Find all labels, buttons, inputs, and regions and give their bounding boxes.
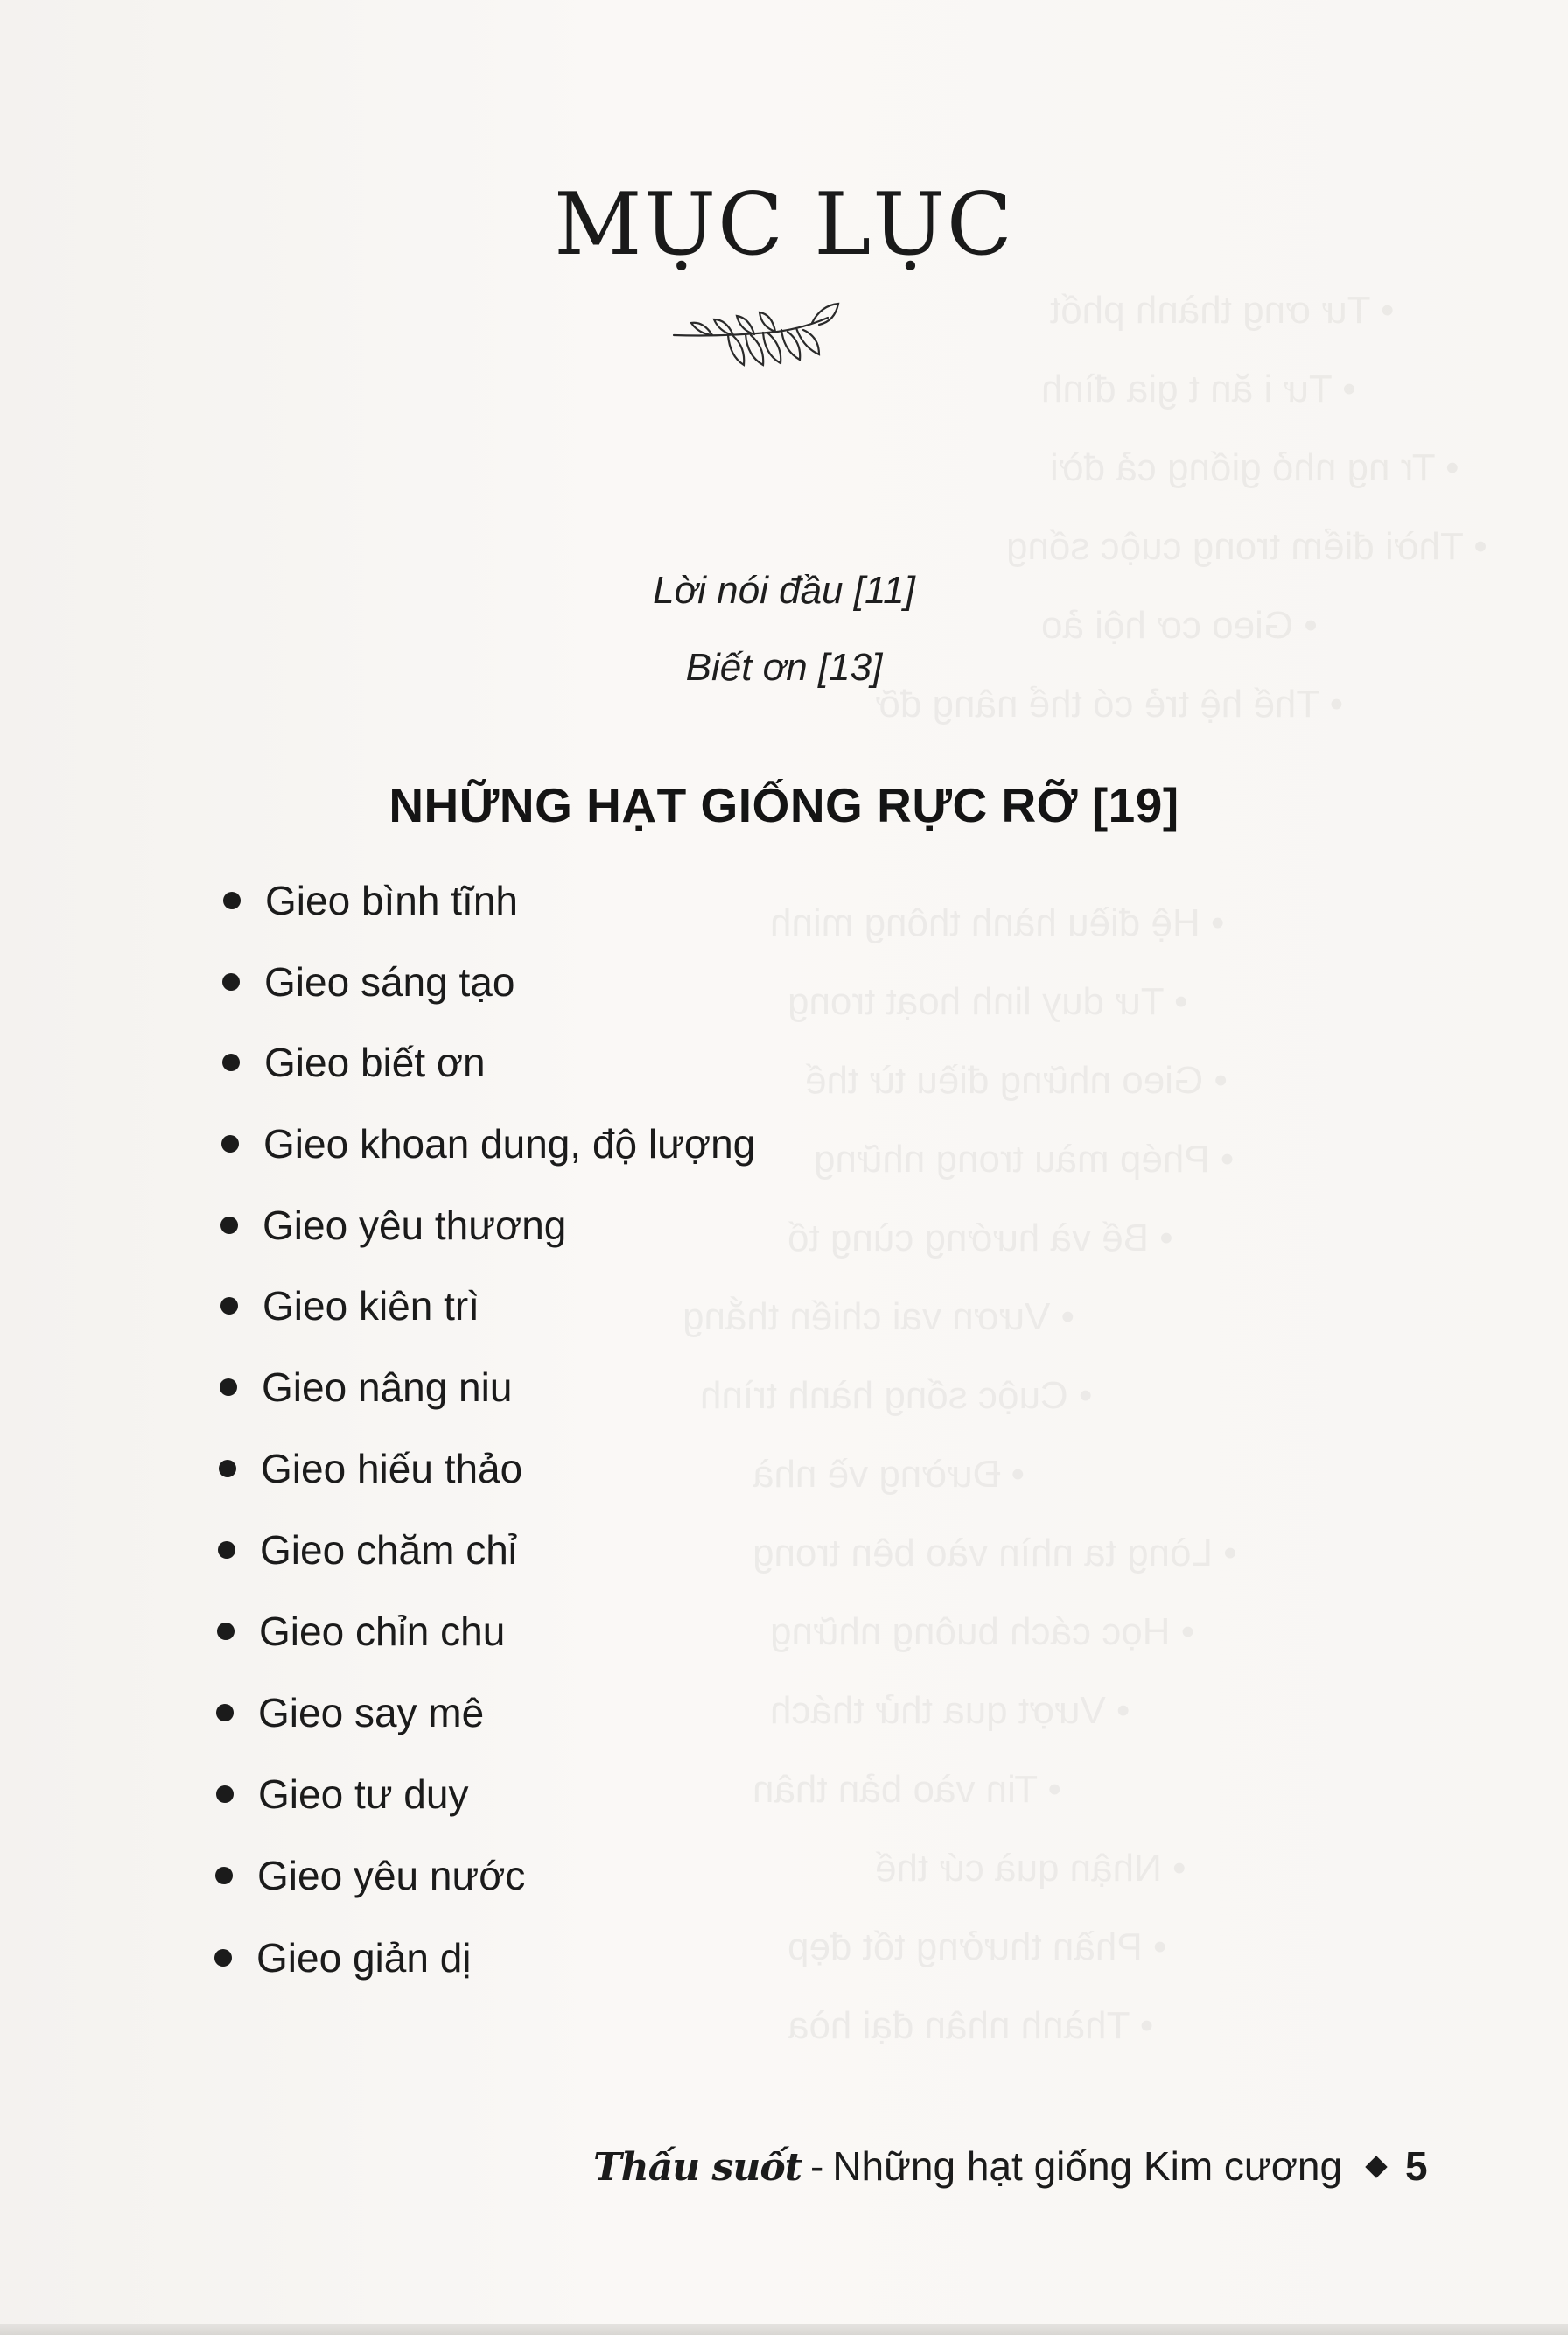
list-item-label: Gieo biết ơn xyxy=(264,1040,486,1085)
list-item-label: Gieo giản dị xyxy=(256,1935,472,1981)
list-item[interactable] xyxy=(214,1934,472,1981)
bullet-icon xyxy=(215,1867,233,1884)
toc-entry-gratitude[interactable]: Biết ơn [13] xyxy=(685,646,883,689)
scan-edge xyxy=(0,2324,1568,2335)
leaf-flourish-icon xyxy=(672,302,847,372)
list-item[interactable] xyxy=(216,1771,468,1818)
bullet-icon xyxy=(219,1460,236,1477)
list-item[interactable] xyxy=(217,1608,505,1655)
book-title: Những hạt giống Kim cương xyxy=(832,2143,1343,2189)
list-item-label: Gieo sáng tạo xyxy=(264,959,515,1005)
bullet-icon xyxy=(220,1297,238,1315)
page-number: 5 xyxy=(1405,2143,1428,2189)
list-item-label: Gieo yêu thương xyxy=(262,1203,567,1248)
running-footer xyxy=(593,2142,1428,2190)
list-item-label: Gieo chăm chỉ xyxy=(260,1527,518,1573)
list-item[interactable] xyxy=(223,877,518,924)
list-item-label: Gieo say mê xyxy=(258,1690,485,1735)
toc-entry-preface[interactable]: Lời nói đầu [11] xyxy=(653,569,915,612)
list-item[interactable] xyxy=(220,1364,512,1411)
bullet-icon xyxy=(221,1135,239,1153)
series-name: Thấu suốt xyxy=(593,2145,802,2190)
bullet-icon xyxy=(217,1623,234,1640)
footer-separator: - xyxy=(809,2143,824,2189)
bullet-icon xyxy=(216,1704,234,1721)
list-item-label: Gieo tư duy xyxy=(258,1771,469,1817)
list-item[interactable] xyxy=(216,1689,484,1736)
list-item-label: Gieo khoan dung, độ lượng xyxy=(263,1121,756,1167)
list-item-label: Gieo chỉn chu xyxy=(259,1609,506,1654)
bullet-icon xyxy=(222,1054,240,1071)
list-item[interactable] xyxy=(219,1445,522,1492)
diamond-icon xyxy=(1365,2156,1387,2177)
list-item[interactable] xyxy=(220,1282,480,1329)
bullet-icon xyxy=(220,1217,238,1234)
list-item[interactable] xyxy=(222,1039,486,1086)
list-item-label: Gieo yêu nước xyxy=(257,1853,526,1898)
bullet-icon xyxy=(218,1541,235,1559)
bullet-icon xyxy=(222,973,240,991)
list-item[interactable] xyxy=(221,1120,755,1168)
list-item-label: Gieo bình tĩnh xyxy=(265,878,518,923)
reverse-side-show-through: • Tư ơng thành phốt • Tư i ăn t gia đình • Tr ng nhỏ giống cả đời • Thời điểm trong cuộc sống • Gieo cơ hội ảo • Thế hệ trẻ có thể nâng đỡ • Hệ điều hành thông minh • Tư duy linh hoạt trong • Gieo những điều từ thế • Phép màu trong những • Bế và hướng cùng tố • Vươn vai chiến thắng • Cuộc sống hành trình • Đường về nhà • Lòng ta nhìn vào bên trong • Học cách buông những • Vượt qua thử thách • Tin vào bản thân • Nhận quà cứ thế • Phần thưởng tốt đẹp • Thành nhân đại hòa xyxy=(682,289,1488,2047)
section-heading[interactable]: NHỮNG HẠT GIỐNG RỰC RỠ [19] xyxy=(388,778,1180,832)
list-item-label: Gieo kiên trì xyxy=(262,1283,480,1329)
list-item-label: Gieo nâng niu xyxy=(262,1364,513,1410)
list-item[interactable] xyxy=(220,1202,566,1249)
list-item[interactable] xyxy=(218,1526,517,1574)
bullet-icon xyxy=(216,1785,234,1803)
bullet-icon xyxy=(223,892,241,909)
list-item[interactable] xyxy=(215,1852,525,1899)
bullet-icon xyxy=(220,1378,237,1396)
list-item-label: Gieo hiếu thảo xyxy=(261,1446,523,1491)
bullet-icon xyxy=(214,1949,232,1967)
list-item[interactable] xyxy=(222,958,514,1006)
page-title: MỤC LỤC xyxy=(554,175,1014,275)
